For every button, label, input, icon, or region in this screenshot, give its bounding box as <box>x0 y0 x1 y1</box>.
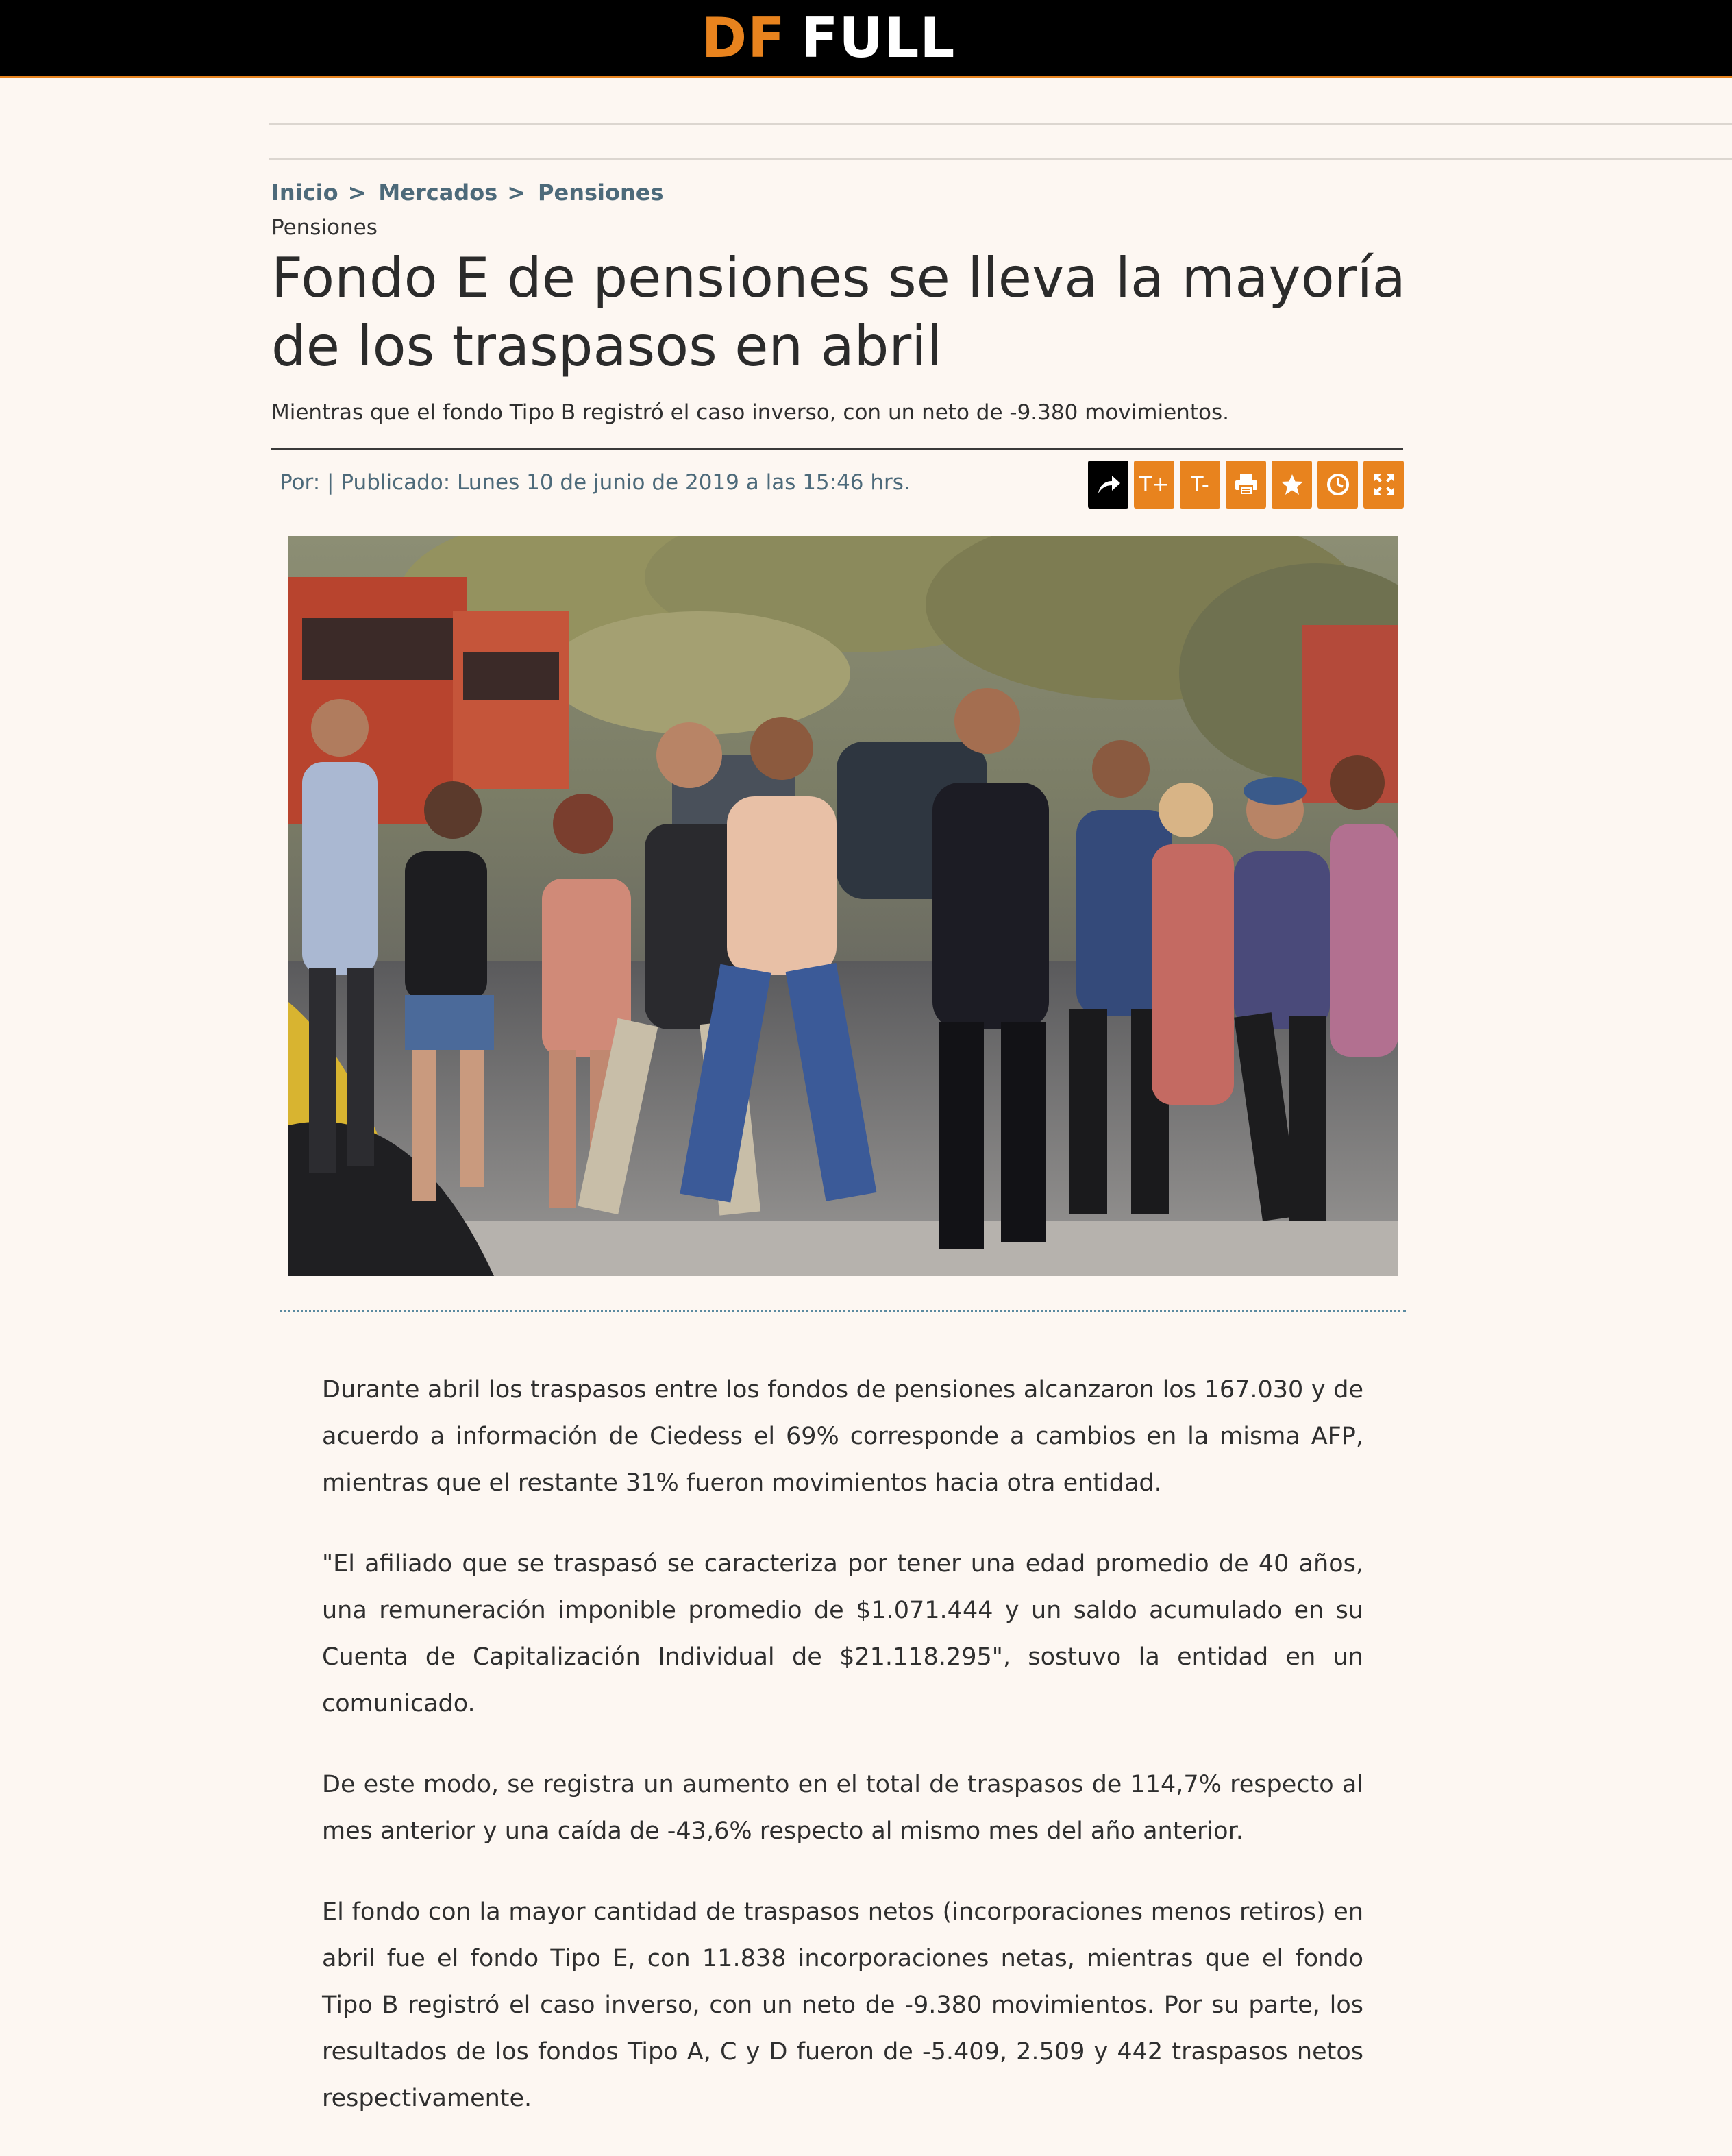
logo-full: FULL <box>800 5 956 70</box>
header-divider-bottom <box>269 158 1732 160</box>
header-divider-top <box>269 123 1732 125</box>
print-button[interactable] <box>1226 461 1266 509</box>
breadcrumb-item-mercados[interactable]: Mercados <box>378 180 498 206</box>
printer-icon <box>1234 473 1259 496</box>
share-button[interactable] <box>1088 461 1128 509</box>
share-arrow-icon <box>1096 473 1122 496</box>
street-crowd-photo <box>288 536 1398 1276</box>
star-icon <box>1281 473 1304 496</box>
site-header <box>0 0 1732 78</box>
breadcrumb-separator: > <box>347 180 367 206</box>
photo-divider <box>280 1310 1406 1312</box>
article-paragraph: Durante abril los traspasos entre los fondos de pensiones alcanzaron los 167.030 y de acuerdo a información de Ciedess el 69% corresponde a cambios en la misma AFP, mientras que el restante 31% fueron movimientos hacia otra entidad. <box>322 1376 1363 1497</box>
article-paragraph: El fondo con la mayor cantidad de traspasos netos (incorporaciones menos retiros) en abril fue el fondo Tipo E, con 11.838 incorporaciones netas, mientras que el fondo Tipo B registró el caso inverso, con un neto de -9.380 movimientos. Por su parte, los resultados de los fondos Tipo A, C y D fueron de -5.409, 2.509 y 442 traspasos netos respectivamente. <box>322 1898 1363 2112</box>
clock-icon <box>1326 473 1350 496</box>
breadcrumb-separator: > <box>507 180 526 206</box>
site-logo[interactable] <box>701 5 956 70</box>
title-divider <box>271 448 1403 450</box>
font-decrease-button[interactable]: T- <box>1180 461 1220 509</box>
article-toolbar <box>1088 461 1404 509</box>
breadcrumb-item-pensiones[interactable]: Pensiones <box>538 180 664 206</box>
logo-df: DF <box>701 5 786 70</box>
breadcrumb <box>271 180 664 206</box>
article-photo <box>288 536 1398 1276</box>
fullscreen-button[interactable] <box>1363 461 1404 509</box>
article-paragraph: De este modo, se registra un aumento en el total de traspasos de 114,7% respecto al mes anterior y una caída de -43,6% respecto al mismo mes del año anterior. <box>322 1771 1363 1845</box>
article-body <box>322 1367 1363 2156</box>
expand-icon <box>1372 473 1396 496</box>
article-subtitle: Mientras que el fondo Tipo B registró el caso inverso, con un neto de -9.380 movimientos. <box>271 400 1229 425</box>
article-title: Fondo E de pensiones se lleva la mayoría de los traspasos en abril <box>271 246 1406 378</box>
font-increase-button[interactable]: T+ <box>1134 461 1174 509</box>
article-paragraph: "El afiliado que se traspasó se caracteriza por tener una edad promedio de 40 años, una remuneración imponible promedio de $1.071.444 y un saldo acumulado en su Cuenta de Capitalización Individual de $21.118.295", sostuvo la entidad en un comunicado. <box>322 1550 1363 1717</box>
section-label: Pensiones <box>271 215 378 240</box>
article-byline: Por: | Publicado: Lunes 10 de junio de 2019 a las 15:46 hrs. <box>280 470 911 495</box>
breadcrumb-item-inicio[interactable]: Inicio <box>271 180 338 206</box>
history-button[interactable] <box>1317 461 1358 509</box>
favorite-button[interactable] <box>1272 461 1312 509</box>
